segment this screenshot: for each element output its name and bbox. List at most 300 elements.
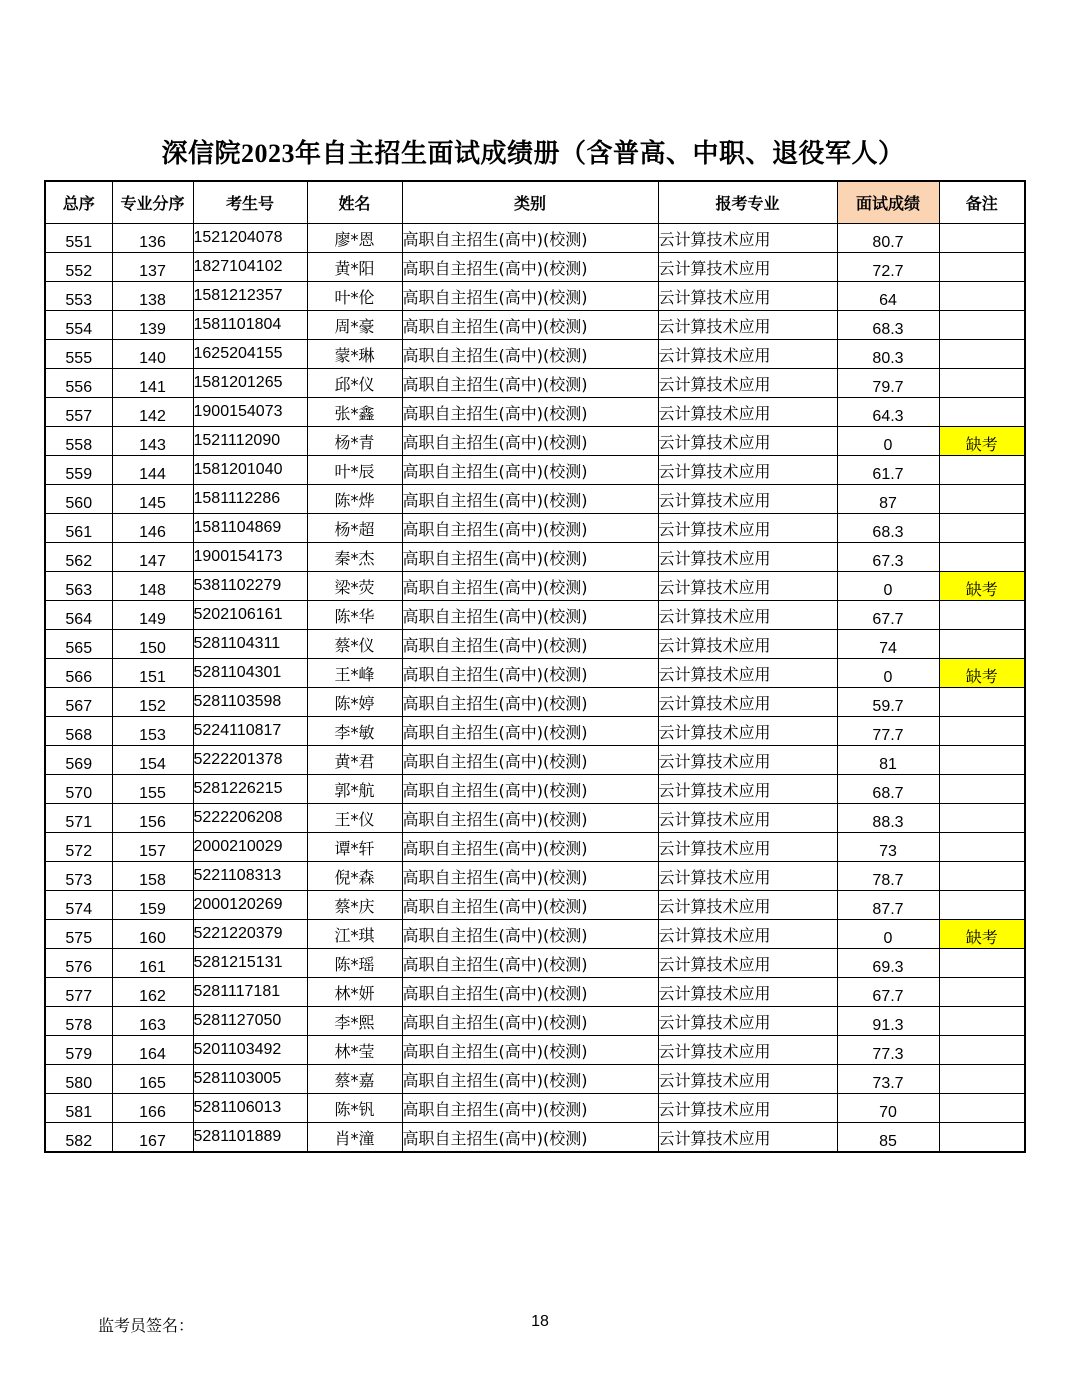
table-body — [45, 224, 1025, 1153]
cell-major-index: 145 — [112, 485, 193, 514]
cell-remarks — [939, 514, 1025, 543]
cell-major: 云计算技术应用 — [658, 311, 837, 340]
cell-total-index: 568 — [45, 717, 112, 746]
cell-name: 江*琪 — [307, 920, 402, 949]
cell-remarks — [939, 1123, 1025, 1153]
cell-total-index: 569 — [45, 746, 112, 775]
cell-exam-number: 5281104301 — [193, 659, 307, 688]
cell-total-index: 576 — [45, 949, 112, 978]
cell-category: 高职自主招生(高中)(校测) — [402, 862, 658, 891]
header-remarks: 备注 — [939, 181, 1025, 224]
cell-exam-number: 1581201265 — [193, 369, 307, 398]
table-row — [45, 398, 1025, 427]
cell-exam-number: 1581101804 — [193, 311, 307, 340]
cell-category: 高职自主招生(高中)(校测) — [402, 514, 658, 543]
cell-remarks — [939, 1036, 1025, 1065]
cell-interview-score: 74 — [837, 630, 939, 659]
cell-category: 高职自主招生(高中)(校测) — [402, 1036, 658, 1065]
cell-name: 蔡*嘉 — [307, 1065, 402, 1094]
cell-remarks — [939, 717, 1025, 746]
cell-remarks — [939, 688, 1025, 717]
cell-interview-score: 67.7 — [837, 978, 939, 1007]
cell-name: 梁*荧 — [307, 572, 402, 601]
cell-major-index: 165 — [112, 1065, 193, 1094]
cell-major: 云计算技术应用 — [658, 282, 837, 311]
cell-interview-score: 80.3 — [837, 340, 939, 369]
cell-exam-number: 1521112090 — [193, 427, 307, 456]
cell-remarks — [939, 456, 1025, 485]
header-exam-number: 考生号 — [193, 181, 307, 224]
cell-total-index: 552 — [45, 253, 112, 282]
cell-name: 黄*阳 — [307, 253, 402, 282]
cell-name: 张*鑫 — [307, 398, 402, 427]
cell-major-index: 166 — [112, 1094, 193, 1123]
header-total-index: 总序 — [45, 181, 112, 224]
cell-exam-number: 1581112286 — [193, 485, 307, 514]
cell-major: 云计算技术应用 — [658, 427, 837, 456]
cell-category: 高职自主招生(高中)(校测) — [402, 630, 658, 659]
cell-remarks — [939, 311, 1025, 340]
cell-exam-number: 1581212357 — [193, 282, 307, 311]
cell-interview-score: 59.7 — [837, 688, 939, 717]
cell-name: 廖*恩 — [307, 224, 402, 253]
cell-exam-number: 1625204155 — [193, 340, 307, 369]
table-row — [45, 920, 1025, 949]
cell-major-index: 147 — [112, 543, 193, 572]
table-row — [45, 485, 1025, 514]
table-row — [45, 340, 1025, 369]
cell-exam-number: 2000210029 — [193, 833, 307, 862]
table-row — [45, 601, 1025, 630]
table-row — [45, 1065, 1025, 1094]
cell-major-index: 159 — [112, 891, 193, 920]
cell-major: 云计算技术应用 — [658, 572, 837, 601]
cell-category: 高职自主招生(高中)(校测) — [402, 543, 658, 572]
cell-exam-number: 1827104102 — [193, 253, 307, 282]
cell-name: 陈*华 — [307, 601, 402, 630]
cell-name: 周*豪 — [307, 311, 402, 340]
table-row — [45, 775, 1025, 804]
cell-major: 云计算技术应用 — [658, 688, 837, 717]
cell-total-index: 561 — [45, 514, 112, 543]
cell-major-index: 143 — [112, 427, 193, 456]
cell-remarks — [939, 224, 1025, 253]
cell-category: 高职自主招生(高中)(校测) — [402, 340, 658, 369]
cell-interview-score: 77.7 — [837, 717, 939, 746]
cell-category: 高职自主招生(高中)(校测) — [402, 1094, 658, 1123]
cell-interview-score: 61.7 — [837, 456, 939, 485]
table-row — [45, 659, 1025, 688]
table-row — [45, 833, 1025, 862]
cell-exam-number: 5281215131 — [193, 949, 307, 978]
cell-category: 高职自主招生(高中)(校测) — [402, 949, 658, 978]
score-table — [44, 180, 1026, 1153]
cell-category: 高职自主招生(高中)(校测) — [402, 456, 658, 485]
cell-remarks — [939, 398, 1025, 427]
header-major-index: 专业分序 — [112, 181, 193, 224]
cell-interview-score: 73 — [837, 833, 939, 862]
cell-total-index: 562 — [45, 543, 112, 572]
cell-major: 云计算技术应用 — [658, 1065, 837, 1094]
cell-total-index: 577 — [45, 978, 112, 1007]
cell-interview-score: 81 — [837, 746, 939, 775]
cell-interview-score: 69.3 — [837, 949, 939, 978]
cell-name: 邱*仪 — [307, 369, 402, 398]
cell-total-index: 564 — [45, 601, 112, 630]
cell-exam-number: 5221220379 — [193, 920, 307, 949]
table-row — [45, 746, 1025, 775]
cell-major: 云计算技术应用 — [658, 891, 837, 920]
cell-total-index: 557 — [45, 398, 112, 427]
cell-total-index: 567 — [45, 688, 112, 717]
cell-major: 云计算技术应用 — [658, 369, 837, 398]
cell-name: 林*妍 — [307, 978, 402, 1007]
cell-major: 云计算技术应用 — [658, 485, 837, 514]
cell-major: 云计算技术应用 — [658, 746, 837, 775]
cell-major-index: 142 — [112, 398, 193, 427]
cell-remarks — [939, 485, 1025, 514]
cell-interview-score: 87.7 — [837, 891, 939, 920]
cell-exam-number: 5281101889 — [193, 1123, 307, 1153]
cell-major-index: 158 — [112, 862, 193, 891]
header-name: 姓名 — [307, 181, 402, 224]
cell-exam-number: 5281226215 — [193, 775, 307, 804]
cell-category: 高职自主招生(高中)(校测) — [402, 485, 658, 514]
cell-total-index: 582 — [45, 1123, 112, 1153]
cell-exam-number: 2000120269 — [193, 891, 307, 920]
cell-total-index: 566 — [45, 659, 112, 688]
cell-major: 云计算技术应用 — [658, 775, 837, 804]
cell-total-index: 572 — [45, 833, 112, 862]
cell-total-index: 574 — [45, 891, 112, 920]
cell-interview-score: 67.3 — [837, 543, 939, 572]
cell-category: 高职自主招生(高中)(校测) — [402, 775, 658, 804]
cell-total-index: 553 — [45, 282, 112, 311]
cell-category: 高职自主招生(高中)(校测) — [402, 804, 658, 833]
cell-category: 高职自主招生(高中)(校测) — [402, 1123, 658, 1153]
cell-total-index: 580 — [45, 1065, 112, 1094]
cell-total-index: 556 — [45, 369, 112, 398]
cell-category: 高职自主招生(高中)(校测) — [402, 427, 658, 456]
cell-name: 倪*森 — [307, 862, 402, 891]
cell-interview-score: 68.7 — [837, 775, 939, 804]
cell-remarks — [939, 833, 1025, 862]
cell-total-index: 559 — [45, 456, 112, 485]
cell-total-index: 563 — [45, 572, 112, 601]
cell-total-index: 560 — [45, 485, 112, 514]
cell-remarks — [939, 862, 1025, 891]
cell-exam-number: 5202106161 — [193, 601, 307, 630]
cell-category: 高职自主招生(高中)(校测) — [402, 572, 658, 601]
cell-name: 黄*君 — [307, 746, 402, 775]
cell-exam-number: 5281103598 — [193, 688, 307, 717]
table-row — [45, 311, 1025, 340]
cell-exam-number: 1521204078 — [193, 224, 307, 253]
cell-category: 高职自主招生(高中)(校测) — [402, 659, 658, 688]
table-row — [45, 224, 1025, 253]
cell-category: 高职自主招生(高中)(校测) — [402, 978, 658, 1007]
cell-exam-number: 5221108313 — [193, 862, 307, 891]
cell-major-index: 150 — [112, 630, 193, 659]
cell-major-index: 162 — [112, 978, 193, 1007]
cell-interview-score: 78.7 — [837, 862, 939, 891]
cell-major-index: 141 — [112, 369, 193, 398]
cell-major-index: 155 — [112, 775, 193, 804]
cell-major-index: 153 — [112, 717, 193, 746]
cell-category: 高职自主招生(高中)(校测) — [402, 282, 658, 311]
table-row — [45, 1007, 1025, 1036]
cell-name: 蒙*琳 — [307, 340, 402, 369]
cell-category: 高职自主招生(高中)(校测) — [402, 398, 658, 427]
cell-category: 高职自主招生(高中)(校测) — [402, 1065, 658, 1094]
table-row — [45, 1036, 1025, 1065]
cell-category: 高职自主招生(高中)(校测) — [402, 601, 658, 630]
cell-major: 云计算技术应用 — [658, 804, 837, 833]
cell-remarks: 缺考 — [939, 920, 1025, 949]
cell-name: 林*莹 — [307, 1036, 402, 1065]
cell-remarks — [939, 978, 1025, 1007]
cell-major-index: 144 — [112, 456, 193, 485]
cell-remarks — [939, 543, 1025, 572]
cell-name: 王*仪 — [307, 804, 402, 833]
cell-major-index: 140 — [112, 340, 193, 369]
cell-name: 陈*钒 — [307, 1094, 402, 1123]
cell-total-index: 565 — [45, 630, 112, 659]
cell-total-index: 578 — [45, 1007, 112, 1036]
cell-exam-number: 5201103492 — [193, 1036, 307, 1065]
table-row — [45, 456, 1025, 485]
cell-major-index: 139 — [112, 311, 193, 340]
cell-category: 高职自主招生(高中)(校测) — [402, 717, 658, 746]
cell-major: 云计算技术应用 — [658, 340, 837, 369]
cell-name: 郭*航 — [307, 775, 402, 804]
cell-major: 云计算技术应用 — [658, 717, 837, 746]
table-row — [45, 804, 1025, 833]
cell-remarks — [939, 253, 1025, 282]
cell-remarks — [939, 1065, 1025, 1094]
table-row — [45, 369, 1025, 398]
cell-major: 云计算技术应用 — [658, 862, 837, 891]
cell-major-index: 167 — [112, 1123, 193, 1153]
table-row — [45, 514, 1025, 543]
document-title: 深信院2023年自主招生面试成绩册（含普高、中职、退役军人） — [161, 139, 905, 168]
cell-interview-score: 0 — [837, 427, 939, 456]
cell-remarks — [939, 369, 1025, 398]
table-row — [45, 949, 1025, 978]
cell-exam-number: 5224110817 — [193, 717, 307, 746]
header-category: 类别 — [402, 181, 658, 224]
cell-name: 陈*烨 — [307, 485, 402, 514]
header-row — [45, 181, 1025, 224]
cell-major: 云计算技术应用 — [658, 601, 837, 630]
cell-name: 谭*轩 — [307, 833, 402, 862]
cell-major: 云计算技术应用 — [658, 514, 837, 543]
cell-major-index: 149 — [112, 601, 193, 630]
cell-major: 云计算技术应用 — [658, 978, 837, 1007]
cell-name: 蔡*庆 — [307, 891, 402, 920]
cell-total-index: 579 — [45, 1036, 112, 1065]
cell-major-index: 151 — [112, 659, 193, 688]
table-row — [45, 543, 1025, 572]
cell-major: 云计算技术应用 — [658, 630, 837, 659]
cell-total-index: 571 — [45, 804, 112, 833]
cell-exam-number: 5222201378 — [193, 746, 307, 775]
cell-interview-score: 0 — [837, 659, 939, 688]
cell-category: 高职自主招生(高中)(校测) — [402, 369, 658, 398]
cell-name: 陈*婷 — [307, 688, 402, 717]
cell-interview-score: 68.3 — [837, 514, 939, 543]
page-number: 18 — [531, 1313, 549, 1330]
cell-remarks: 缺考 — [939, 659, 1025, 688]
cell-major: 云计算技术应用 — [658, 920, 837, 949]
cell-major: 云计算技术应用 — [658, 1007, 837, 1036]
cell-major: 云计算技术应用 — [658, 543, 837, 572]
table-row — [45, 1094, 1025, 1123]
cell-major: 云计算技术应用 — [658, 1036, 837, 1065]
table-row — [45, 862, 1025, 891]
cell-interview-score: 64 — [837, 282, 939, 311]
table-row — [45, 688, 1025, 717]
cell-interview-score: 67.7 — [837, 601, 939, 630]
cell-remarks: 缺考 — [939, 427, 1025, 456]
cell-interview-score: 79.7 — [837, 369, 939, 398]
table-row — [45, 717, 1025, 746]
table-row — [45, 1123, 1025, 1153]
cell-total-index: 551 — [45, 224, 112, 253]
cell-remarks — [939, 949, 1025, 978]
cell-remarks — [939, 746, 1025, 775]
cell-exam-number: 1900154173 — [193, 543, 307, 572]
cell-remarks — [939, 891, 1025, 920]
cell-major-index: 136 — [112, 224, 193, 253]
table-row — [45, 891, 1025, 920]
cell-category: 高职自主招生(高中)(校测) — [402, 833, 658, 862]
table-row — [45, 282, 1025, 311]
cell-name: 肖*潼 — [307, 1123, 402, 1153]
cell-major: 云计算技术应用 — [658, 456, 837, 485]
cell-exam-number: 1581201040 — [193, 456, 307, 485]
cell-major-index: 148 — [112, 572, 193, 601]
cell-exam-number: 5281117181 — [193, 978, 307, 1007]
cell-name: 杨*超 — [307, 514, 402, 543]
cell-major-index: 156 — [112, 804, 193, 833]
cell-major-index: 137 — [112, 253, 193, 282]
cell-interview-score: 88.3 — [837, 804, 939, 833]
cell-name: 蔡*仪 — [307, 630, 402, 659]
table-row — [45, 572, 1025, 601]
cell-interview-score: 72.7 — [837, 253, 939, 282]
cell-exam-number: 1581104869 — [193, 514, 307, 543]
cell-remarks — [939, 630, 1025, 659]
cell-category: 高职自主招生(高中)(校测) — [402, 1007, 658, 1036]
cell-major: 云计算技术应用 — [658, 949, 837, 978]
cell-name: 陈*瑶 — [307, 949, 402, 978]
cell-exam-number: 5222206208 — [193, 804, 307, 833]
cell-name: 叶*辰 — [307, 456, 402, 485]
cell-major: 云计算技术应用 — [658, 1094, 837, 1123]
cell-remarks — [939, 804, 1025, 833]
cell-interview-score: 87 — [837, 485, 939, 514]
cell-interview-score: 73.7 — [837, 1065, 939, 1094]
cell-exam-number: 5281106013 — [193, 1094, 307, 1123]
cell-name: 杨*青 — [307, 427, 402, 456]
cell-interview-score: 0 — [837, 920, 939, 949]
cell-name: 秦*杰 — [307, 543, 402, 572]
cell-interview-score: 70 — [837, 1094, 939, 1123]
table-row — [45, 427, 1025, 456]
cell-major-index: 138 — [112, 282, 193, 311]
cell-major-index: 152 — [112, 688, 193, 717]
cell-major-index: 157 — [112, 833, 193, 862]
cell-category: 高职自主招生(高中)(校测) — [402, 891, 658, 920]
cell-total-index: 554 — [45, 311, 112, 340]
cell-exam-number: 5281104311 — [193, 630, 307, 659]
cell-interview-score: 85 — [837, 1123, 939, 1153]
cell-interview-score: 91.3 — [837, 1007, 939, 1036]
cell-exam-number: 5281103005 — [193, 1065, 307, 1094]
header-interview-score: 面试成绩 — [837, 181, 939, 224]
cell-major-index: 160 — [112, 920, 193, 949]
cell-major: 云计算技术应用 — [658, 1123, 837, 1153]
cell-total-index: 575 — [45, 920, 112, 949]
cell-exam-number: 1900154073 — [193, 398, 307, 427]
cell-total-index: 581 — [45, 1094, 112, 1123]
cell-major: 云计算技术应用 — [658, 659, 837, 688]
cell-remarks — [939, 1094, 1025, 1123]
cell-category: 高职自主招生(高中)(校测) — [402, 253, 658, 282]
cell-major: 云计算技术应用 — [658, 253, 837, 282]
cell-remarks — [939, 340, 1025, 369]
cell-category: 高职自主招生(高中)(校测) — [402, 920, 658, 949]
cell-remarks: 缺考 — [939, 572, 1025, 601]
cell-interview-score: 80.7 — [837, 224, 939, 253]
cell-major: 云计算技术应用 — [658, 833, 837, 862]
cell-total-index: 558 — [45, 427, 112, 456]
cell-major-index: 164 — [112, 1036, 193, 1065]
cell-interview-score: 77.3 — [837, 1036, 939, 1065]
cell-name: 王*峰 — [307, 659, 402, 688]
cell-category: 高职自主招生(高中)(校测) — [402, 224, 658, 253]
cell-exam-number: 5381102279 — [193, 572, 307, 601]
cell-interview-score: 68.3 — [837, 311, 939, 340]
cell-total-index: 555 — [45, 340, 112, 369]
cell-major: 云计算技术应用 — [658, 224, 837, 253]
cell-name: 李*熙 — [307, 1007, 402, 1036]
table-row — [45, 630, 1025, 659]
cell-major-index: 163 — [112, 1007, 193, 1036]
table-row — [45, 253, 1025, 282]
cell-exam-number: 5281127050 — [193, 1007, 307, 1036]
cell-remarks — [939, 1007, 1025, 1036]
cell-major-index: 161 — [112, 949, 193, 978]
invigilator-signature-label: 监考员签名： — [98, 1316, 195, 1335]
cell-category: 高职自主招生(高中)(校测) — [402, 688, 658, 717]
cell-major: 云计算技术应用 — [658, 398, 837, 427]
cell-remarks — [939, 775, 1025, 804]
cell-major-index: 154 — [112, 746, 193, 775]
cell-interview-score: 0 — [837, 572, 939, 601]
cell-name: 李*敏 — [307, 717, 402, 746]
cell-remarks — [939, 601, 1025, 630]
cell-category: 高职自主招生(高中)(校测) — [402, 311, 658, 340]
table-row — [45, 978, 1025, 1007]
cell-major-index: 146 — [112, 514, 193, 543]
cell-interview-score: 64.3 — [837, 398, 939, 427]
cell-total-index: 570 — [45, 775, 112, 804]
cell-total-index: 573 — [45, 862, 112, 891]
cell-name: 叶*伦 — [307, 282, 402, 311]
cell-remarks — [939, 282, 1025, 311]
